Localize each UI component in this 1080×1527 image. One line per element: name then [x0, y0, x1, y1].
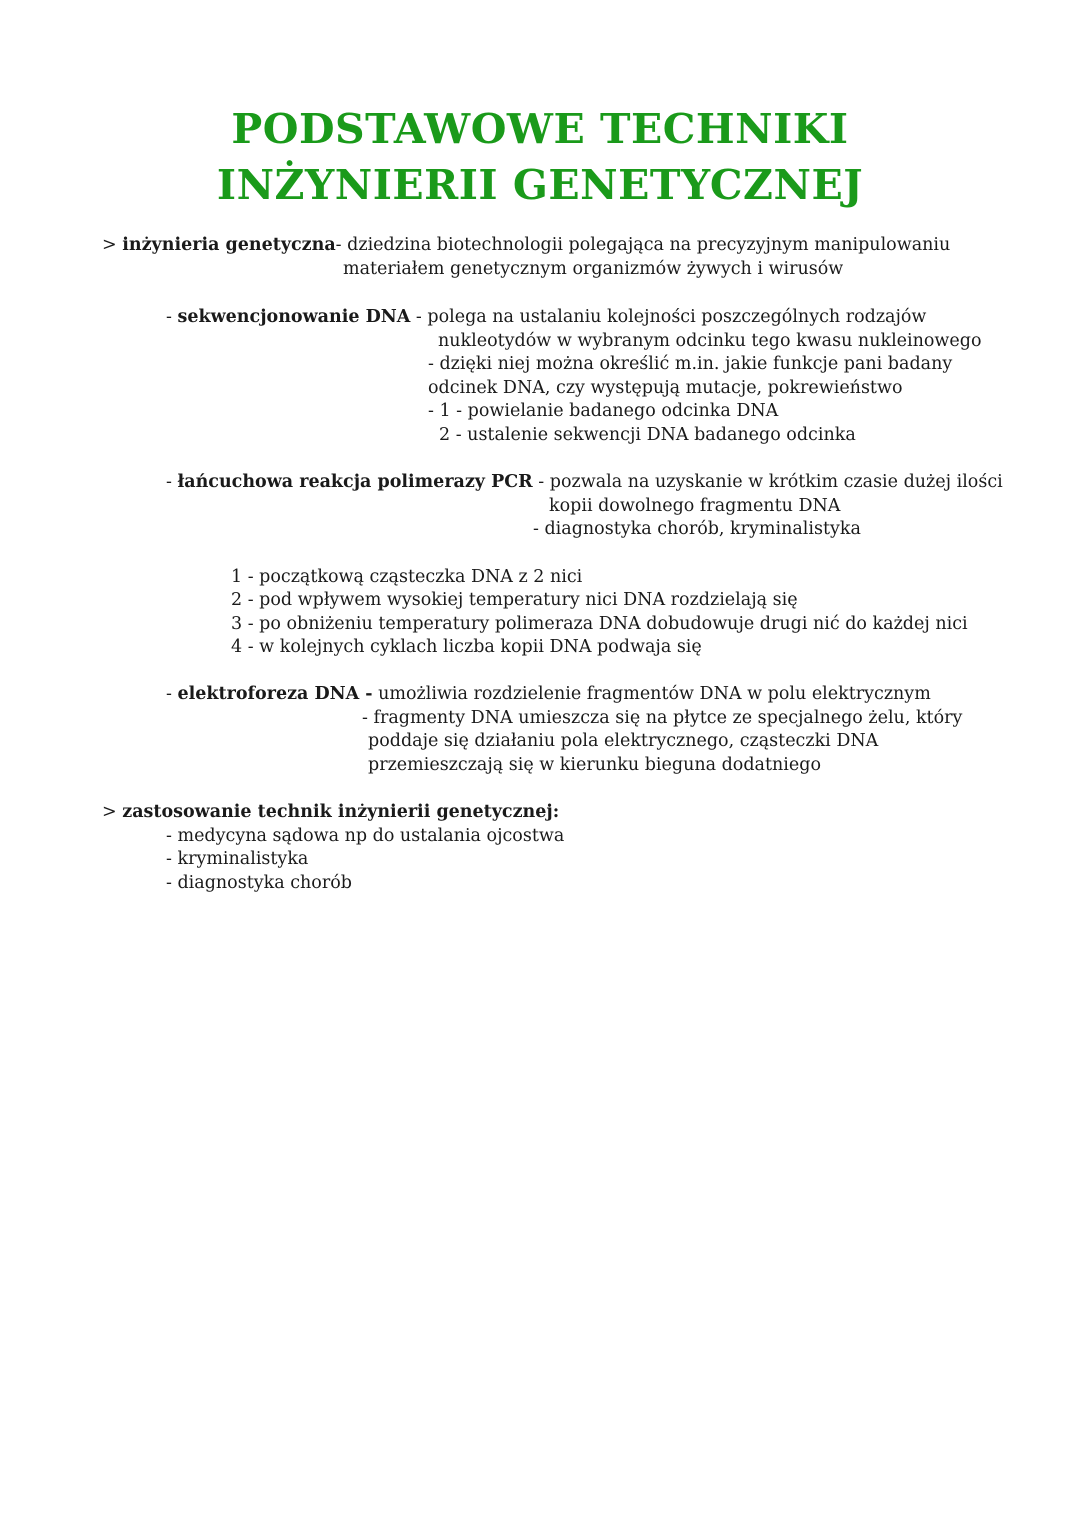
sekwencjonowanie-line-5: - 1 - powielanie badanego odcinka DNA	[428, 401, 779, 421]
page-title-line-1: PODSTAWOWE TECHNIKI	[231, 105, 849, 153]
page-title-line-2: INŻYNIERII GENETYCZNEJ	[216, 161, 864, 209]
zastosowanie-heading	[102, 800, 559, 824]
pcr-heading	[166, 470, 1003, 494]
elektroforeza-dash: -	[166, 684, 172, 704]
pcr-dash: -	[166, 472, 172, 492]
zastosowanie-item-3: - diagnostyka chorób	[166, 873, 352, 893]
sekwencjonowanie-dash: -	[166, 307, 172, 327]
sekwencjonowanie-line-3: - dzięki niej można określić m.in. jakie funkcje pani badany	[428, 354, 953, 374]
intro-def-line-2: materiałem genetycznym organizmów żywych i wirusów	[343, 259, 844, 279]
elektroforeza-line-2: - fragmenty DNA umieszcza się na płytce ze specjalnego żelu, który	[362, 708, 963, 728]
sekwencjonowanie-term: sekwencjonowanie DNA	[177, 307, 411, 327]
intro-def-line-1: - dziedzina biotechnologii polegająca na precyzyjnym manipulowaniu	[335, 235, 951, 255]
pcr-step-3: 3 - po obniżeniu temperatury polimeraza DNA dobudowuje drugi nić do każdej nici	[231, 614, 968, 634]
intro-marker: >	[102, 235, 117, 255]
pcr-line-1: - pozwala na uzyskanie w krótkim czasie dużej ilości	[538, 472, 1003, 492]
intro-term: inżynieria genetyczna	[122, 235, 336, 255]
pcr-line-2: kopii dowolnego fragmentu DNA	[549, 496, 841, 516]
zastosowanie-marker: >	[102, 802, 117, 822]
elektroforeza-term: elektroforeza DNA -	[177, 684, 373, 704]
pcr-line-3: - diagnostyka chorób, kryminalistyka	[533, 519, 861, 539]
elektroforeza-line-1: umożliwia rozdzielenie fragmentów DNA w polu elektrycznym	[378, 684, 931, 704]
sekwencjonowanie-line-6: 2 - ustalenie sekwencji DNA badanego odcinka	[439, 425, 856, 445]
intro-definition	[102, 233, 950, 257]
sekwencjonowanie-heading	[166, 305, 926, 329]
pcr-term: łańcuchowa reakcja polimerazy PCR	[177, 472, 533, 492]
sekwencjonowanie-line-4: odcinek DNA, czy występują mutacje, pokrewieństwo	[428, 378, 903, 398]
pcr-step-2: 2 - pod wpływem wysokiej temperatury nici DNA rozdzielają się	[231, 590, 798, 610]
elektroforeza-line-4: przemieszczają się w kierunku bieguna dodatniego	[368, 755, 821, 775]
sekwencjonowanie-line-1: - polega na ustalaniu kolejności poszczególnych rodzajów	[415, 307, 927, 327]
pcr-step-1: 1 - początkową cząsteczka DNA z 2 nici	[231, 567, 583, 587]
zastosowanie-item-2: - kryminalistyka	[166, 849, 309, 869]
elektroforeza-heading	[166, 682, 931, 706]
pcr-step-4: 4 - w kolejnych cyklach liczba kopii DNA podwaja się	[231, 637, 702, 657]
sekwencjonowanie-line-2: nukleotydów w wybranym odcinku tego kwasu nukleinowego	[438, 331, 982, 351]
zastosowanie-title: zastosowanie technik inżynierii genetycznej:	[122, 802, 560, 822]
elektroforeza-line-3: poddaje się działaniu pola elektrycznego, cząsteczki DNA	[368, 731, 879, 751]
zastosowanie-item-1: - medycyna sądowa np do ustalania ojcostwa	[166, 826, 565, 846]
